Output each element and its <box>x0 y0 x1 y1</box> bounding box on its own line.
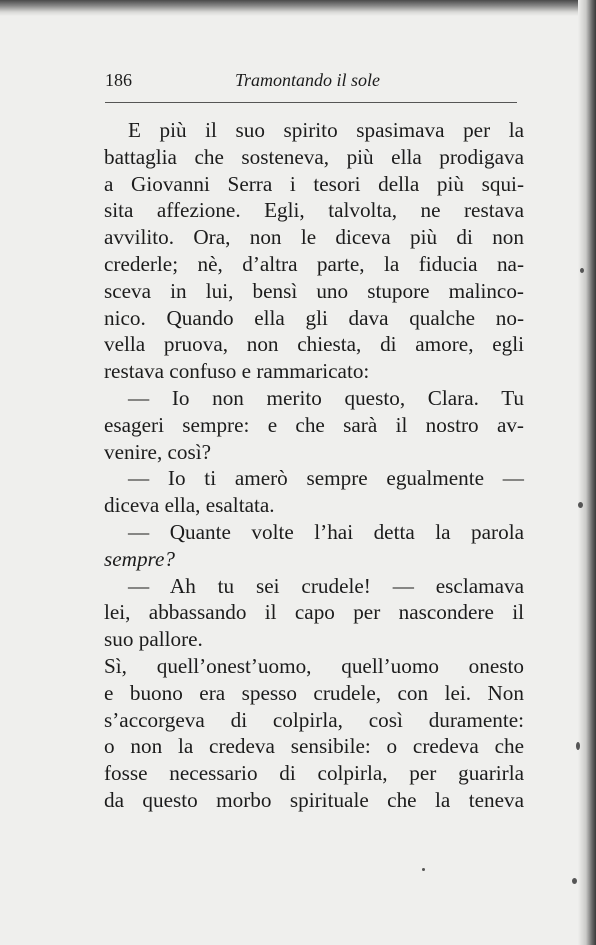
ink-speck <box>572 878 577 884</box>
text-line: avvilito. Ora, non le diceva più di non <box>104 225 524 250</box>
text-line: suo pallore. <box>104 627 203 652</box>
text-line: e buono era spesso crudele, con lei. Non <box>104 680 524 705</box>
text-line: battaglia che sosteneva, più ella prodigava <box>104 144 524 169</box>
text-line: esageri sempre: e che sarà il nostro av- <box>104 412 524 437</box>
dialogue-line: — Io non merito questo, Clara. Tu <box>128 385 524 410</box>
dialogue-line: — Quante volte l’hai detta la parola <box>128 519 524 544</box>
text-line-italic: sempre? <box>104 546 176 571</box>
ink-speck <box>580 268 584 273</box>
page-top-edge-shadow <box>0 0 596 16</box>
text-line: o non la credeva sensibile: o credeva che <box>104 734 524 759</box>
text-line: fosse necessario di colpirla, per guarirla <box>104 761 524 786</box>
body-text <box>104 117 524 814</box>
page-right-edge-shadow <box>578 0 596 945</box>
page-header <box>105 70 515 94</box>
dialogue-line: — Io ti amerò sempre egualmente — <box>128 466 524 491</box>
text-line: s’accorgeva di colpirla, così duramente: <box>104 707 524 732</box>
header-rule <box>105 102 517 103</box>
text-line: nico. Quando ella gli dava qualche no- <box>104 305 524 330</box>
text-line: vella pruova, non chiesta, di amore, egli <box>104 332 524 357</box>
text-line: E più il suo spirito spasimava per la <box>128 118 524 142</box>
text-line: da questo morbo spirituale che la teneva <box>104 787 524 812</box>
text-line: sita affezione. Egli, talvolta, ne restava <box>104 198 524 223</box>
running-title: Tramontando il sole <box>235 70 381 90</box>
ink-speck <box>578 502 583 508</box>
text-line: sceva in lui, bensì uno stupore malinco- <box>104 278 524 303</box>
ink-speck <box>422 868 425 871</box>
text-line: a Giovanni Serra i tesori della più squi- <box>104 171 524 196</box>
text-line: restava confuso e rammaricato: <box>104 359 370 384</box>
text-line: venire, così? <box>104 439 212 464</box>
dialogue-line: — Ah tu sei crudele! — esclamava <box>128 573 524 598</box>
page-number: 186 <box>105 70 132 90</box>
text-line: diceva ella, esaltata. <box>104 493 275 518</box>
text-line: crederle; nè, d’altra parte, la fiducia na- <box>104 251 524 276</box>
ink-speck <box>576 742 580 750</box>
text-line: Sì, quell’onest’uomo, quell’uomo onesto <box>104 653 524 678</box>
text-line: lei, abbassando il capo per nascondere il <box>104 600 524 625</box>
